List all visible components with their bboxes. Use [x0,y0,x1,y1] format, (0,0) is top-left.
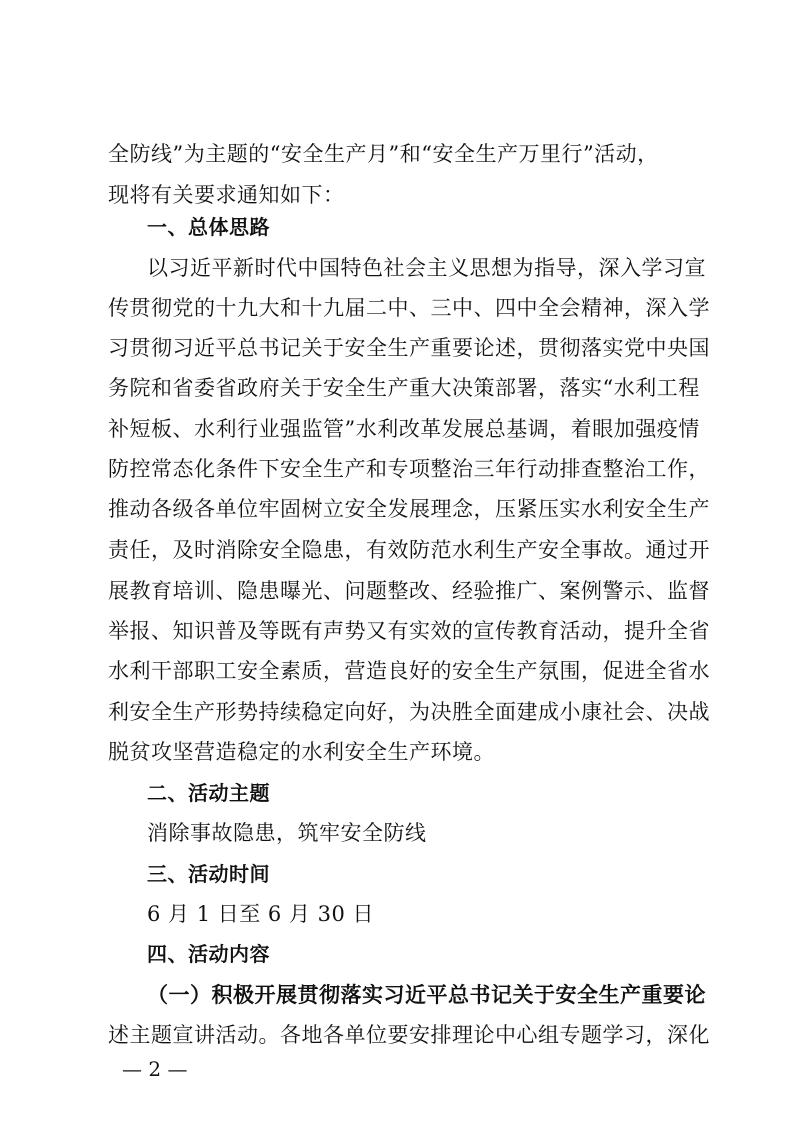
section-heading-1: 一、总体思路 [147,215,270,239]
text-line-9: 推动各级各单位牢固树立安全发展理念，压紧压实水利安全生产 [108,497,710,521]
text-line-4: 传贯彻党的十九大和十九届二中、三中、四中全会精神，深入学 [108,296,710,320]
text-line-12: 举报、知识普及等既有声势又有实效的宣传教育活动，提升全省 [108,619,710,643]
text-line-18: （一）积极开展贯彻落实习近平总书记关于安全生产重要论 [147,982,706,1007]
text-line-6: 务院和省委省政府关于安全生产重大决策部署，落实“水利工程 [108,376,700,400]
text-line-7: 补短板、水利行业强监管”水利改革发展总基调，着眼加强疫情 [108,417,700,441]
text-line-19: 述主题宣讲活动。各地各单位要安排理论中心组专题学习，深化 [108,1023,710,1047]
section-heading-3: 三、活动时间 [147,862,270,886]
text-line-5: 习贯彻习近平总书记关于安全生产重要论述，贯彻落实党中央国 [108,336,710,360]
text-line-14: 利安全生产形势持续稳定向好，为决胜全面建成小康社会、决战 [108,700,710,724]
text-line-8: 防控常态化条件下安全生产和专项整治三年行动排查整治工作， [108,457,710,481]
section-heading-4: 四、活动内容 [147,942,270,966]
text-line-11: 展教育培训、隐患曝光、问题整改、经验推广、案例警示、监督 [108,579,710,603]
section-heading-2: 二、活动主题 [147,781,270,805]
text-line-16: 消除事故隐患，筑牢安全防线 [147,821,427,845]
text-line-17: 6 月 1 日至 6 月 30 日 [147,902,375,926]
text-line-13: 水利干部职工安全素质，营造良好的安全生产氛围，促进全省水 [108,659,710,683]
text-line-1: 全防线”为主题的“安全生产月”和“安全生产万里行”活动， [108,142,659,166]
page-number: — 2 — [122,1057,188,1081]
text-line-15: 脱贫攻坚营造稳定的水利安全生产环境。 [108,740,495,764]
text-line-3: 以习近平新时代中国特色社会主义思想为指导，深入学习宣 [147,256,706,280]
text-line-2: 现将有关要求通知如下： [108,183,345,207]
text-line-10: 责任，及时消除安全隐患，有效防范水利生产安全事故。通过开 [108,538,710,562]
